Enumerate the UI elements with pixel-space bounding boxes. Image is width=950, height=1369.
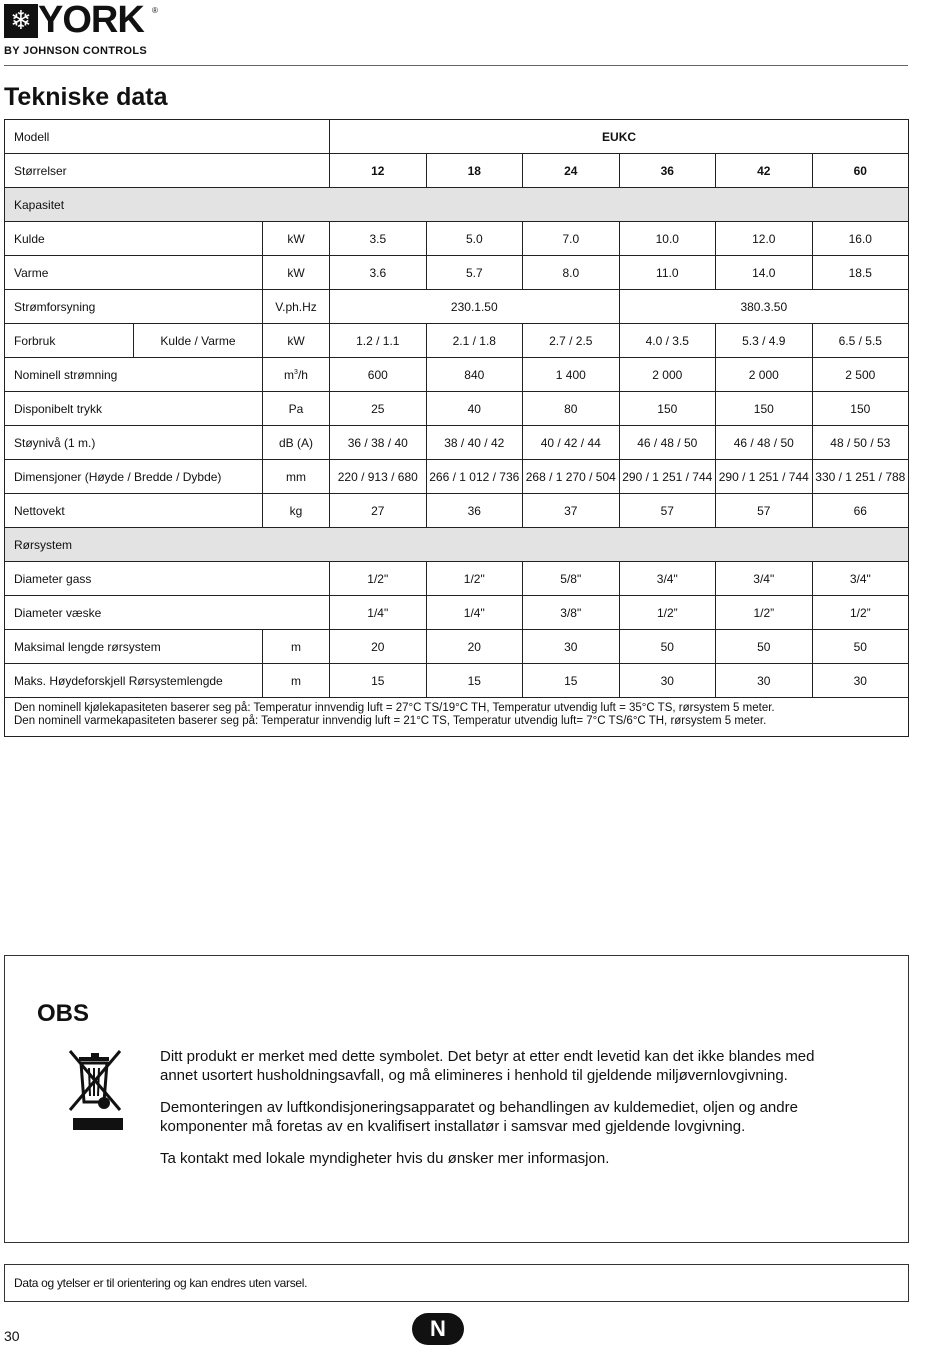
- footnote-row: [5, 698, 909, 737]
- value-cell: 30: [716, 664, 813, 698]
- value-cell: 4.0 / 3.5: [619, 324, 716, 358]
- table-row: [5, 256, 909, 290]
- value-cell: 50: [619, 630, 716, 664]
- value-cell: 30: [619, 664, 716, 698]
- technical-data-table: [4, 119, 909, 737]
- value-cell: 2 500: [812, 358, 909, 392]
- registered-mark: ®: [152, 6, 158, 15]
- value-cell: 600: [330, 358, 427, 392]
- unit-cell: kg: [263, 494, 330, 528]
- value-cell: 330 / 1 251 / 788: [812, 460, 909, 494]
- value-cell: 15: [426, 664, 523, 698]
- footnote-cooling: Den nominell kjølekapasiteten baserer seg på: Temperatur innvendig luft = 27°C TS/19°C TH, Temperatur utvendig luft = 35°C TS, rørsystem 5 meter.: [14, 702, 775, 714]
- value-cell: 2.7 / 2.5: [523, 324, 620, 358]
- value-cell: 5/8": [523, 562, 620, 596]
- unit-cell: mm: [263, 460, 330, 494]
- value-cell: 15: [330, 664, 427, 698]
- row-label: Kulde: [5, 222, 263, 256]
- value-cell: 1/2”: [619, 596, 716, 630]
- unit-cell: m: [263, 630, 330, 664]
- value-cell: 16.0: [812, 222, 909, 256]
- section-row: [5, 188, 909, 222]
- table-row: [5, 358, 909, 392]
- footnote-heating: Den nominell varmekapasiteten baserer seg på: Temperatur innvendig luft = 21°C TS, Temperatur utvendig luft= 7°C TS/6°C TH, rørsystem 5 meter.: [14, 715, 767, 727]
- table-row: [5, 222, 909, 256]
- obs-title: OBS: [37, 1000, 90, 1027]
- table-row: [5, 664, 909, 698]
- snowflake-icon: ❄: [4, 4, 38, 38]
- value-cell: 1 400: [523, 358, 620, 392]
- value-cell: 840: [426, 358, 523, 392]
- row-label: Modell: [5, 120, 330, 154]
- value-cell: 40: [426, 392, 523, 426]
- value-cell: 80: [523, 392, 620, 426]
- obs-text: [160, 1047, 840, 1181]
- unit-cell: [263, 358, 330, 392]
- row-label: Maks. Høydeforskjell Rørsystemlengde: [5, 664, 263, 698]
- value-cell: 20: [330, 630, 427, 664]
- size-cell: 24: [523, 154, 620, 188]
- value-cell: 7.0: [523, 222, 620, 256]
- unit-superscript: 3: [294, 368, 298, 376]
- table-row: [5, 460, 909, 494]
- obs-paragraph: Ditt produkt er merket med dette symbolet. Det betyr at etter endt levetid kan det ikke blandes med annet usortert husholdningsavfall, og må elimineres i henhold til gjeldende miljøvernlovgivning.: [160, 1048, 815, 1084]
- value-cell: 25: [330, 392, 427, 426]
- value-cell: 266 / 1 012 / 736: [426, 460, 523, 494]
- footnote-cell: [5, 698, 909, 737]
- table-row: [5, 120, 909, 154]
- size-cell: 60: [812, 154, 909, 188]
- unit-cell: Pa: [263, 392, 330, 426]
- table-row: [5, 562, 909, 596]
- value-cell: 3/4": [812, 562, 909, 596]
- obs-paragraph: Demonteringen av luftkondisjoneringsapparatet og behandlingen av kuldemediet, oljen og andre komponenter må foretas av en kvalifisert installatør i samsvar med gjeldende lovgivning.: [160, 1099, 798, 1135]
- value-cell: 36: [426, 494, 523, 528]
- page-title: Tekniske data: [4, 83, 168, 111]
- obs-paragraph: Ta kontakt med lokale myndigheter hvis du ønsker mer informasjon.: [160, 1150, 610, 1167]
- value-cell: 50: [716, 630, 813, 664]
- unit-cell: kW: [263, 324, 330, 358]
- value-cell: 37: [523, 494, 620, 528]
- section-heading: Rørsystem: [5, 528, 909, 562]
- table-row: [5, 290, 909, 324]
- table-row: [5, 392, 909, 426]
- table-row: [5, 154, 909, 188]
- disclaimer-box: [4, 1264, 909, 1302]
- row-label: Støynivå (1 m.): [5, 426, 263, 460]
- size-cell: 18: [426, 154, 523, 188]
- value-cell: 2.1 / 1.8: [426, 324, 523, 358]
- value-cell: 18.5: [812, 256, 909, 290]
- value-cell: 3.6: [330, 256, 427, 290]
- size-cell: 42: [716, 154, 813, 188]
- value-cell: 14.0: [716, 256, 813, 290]
- table-row: [5, 494, 909, 528]
- unit-tail: /h: [297, 367, 308, 382]
- unit-cell: kW: [263, 256, 330, 290]
- value-cell: 30: [812, 664, 909, 698]
- value-cell: 150: [716, 392, 813, 426]
- obs-notice: [4, 955, 909, 1243]
- value-cell: 1/2": [330, 562, 427, 596]
- value-cell: 57: [716, 494, 813, 528]
- value-cell: 5.7: [426, 256, 523, 290]
- value-cell: 150: [619, 392, 716, 426]
- value-cell: 12.0: [716, 222, 813, 256]
- size-cell: 12: [330, 154, 427, 188]
- value-cell: 1.2 / 1.1: [330, 324, 427, 358]
- value-cell: 57: [619, 494, 716, 528]
- row-label: Diameter væske: [5, 596, 330, 630]
- row-label: Maksimal lengde rørsystem: [5, 630, 263, 664]
- row-label: Varme: [5, 256, 263, 290]
- value-cell: 150: [812, 392, 909, 426]
- value-cell: 1/4": [330, 596, 427, 630]
- size-cell: 36: [619, 154, 716, 188]
- row-label: Nettovekt: [5, 494, 263, 528]
- value-cell: 10.0: [619, 222, 716, 256]
- row-label: Strømforsyning: [5, 290, 263, 324]
- value-cell: 3/4": [619, 562, 716, 596]
- row-label: Nominell strømning: [5, 358, 263, 392]
- unit-cell: m: [263, 664, 330, 698]
- language-badge: N: [412, 1313, 464, 1345]
- value-cell: 290 / 1 251 / 744: [716, 460, 813, 494]
- value-cell: 290 / 1 251 / 744: [619, 460, 716, 494]
- value-cell: 220 / 913 / 680: [330, 460, 427, 494]
- unit-cell: kW: [263, 222, 330, 256]
- value-cell: 48 / 50 / 53: [812, 426, 909, 460]
- row-sublabel: Kulde / Varme: [134, 324, 263, 358]
- value-cell: 38 / 40 / 42: [426, 426, 523, 460]
- section-heading: Kapasitet: [5, 188, 909, 222]
- value-cell: 268 / 1 270 / 504: [523, 460, 620, 494]
- value-cell: 2 000: [619, 358, 716, 392]
- value-cell: 380.3.50: [619, 290, 909, 324]
- row-label: Størrelser: [5, 154, 330, 188]
- value-cell: 3/8": [523, 596, 620, 630]
- row-label: Disponibelt trykk: [5, 392, 263, 426]
- unit-cell: dB (A): [263, 426, 330, 460]
- value-cell: 230.1.50: [330, 290, 620, 324]
- value-cell: 40 / 42 / 44: [523, 426, 620, 460]
- page-number: 30: [4, 1328, 20, 1344]
- value-cell: 2 000: [716, 358, 813, 392]
- row-label: Dimensjoner (Høyde / Bredde / Dybde): [5, 460, 263, 494]
- york-logo: [4, 0, 174, 58]
- table-row: [5, 426, 909, 460]
- logo-subtitle: BY JOHNSON CONTROLS: [4, 45, 148, 57]
- crossed-out-wheelie-bin-icon: [65, 1048, 125, 1134]
- row-label: Forbruk: [5, 324, 134, 358]
- value-cell: 5.3 / 4.9: [716, 324, 813, 358]
- value-cell: 46 / 48 / 50: [619, 426, 716, 460]
- value-cell: 1/2”: [716, 596, 813, 630]
- value-cell: 6.5 / 5.5: [812, 324, 909, 358]
- disclaimer-text: Data og ytelser er til orientering og kan endres uten varsel.: [14, 1276, 308, 1290]
- row-label: Diameter gass: [5, 562, 330, 596]
- unit-cell: V.ph.Hz: [263, 290, 330, 324]
- value-cell: 66: [812, 494, 909, 528]
- table-row: [5, 596, 909, 630]
- value-cell: 46 / 48 / 50: [716, 426, 813, 460]
- value-cell: 36 / 38 / 40: [330, 426, 427, 460]
- value-cell: 50: [812, 630, 909, 664]
- value-cell: 11.0: [619, 256, 716, 290]
- table-row: [5, 324, 909, 358]
- value-cell: 8.0: [523, 256, 620, 290]
- section-row: [5, 528, 909, 562]
- value-cell: 1/2”: [812, 596, 909, 630]
- model-name: EUKC: [330, 120, 909, 154]
- value-cell: 1/4": [426, 596, 523, 630]
- value-cell: 1/2": [426, 562, 523, 596]
- table-row: [5, 630, 909, 664]
- unit-base: m: [284, 367, 295, 382]
- value-cell: 3.5: [330, 222, 427, 256]
- header-divider: [4, 65, 908, 66]
- value-cell: 15: [523, 664, 620, 698]
- value-cell: 3/4": [716, 562, 813, 596]
- logo-wordmark: YORK: [38, 0, 144, 41]
- value-cell: 27: [330, 494, 427, 528]
- value-cell: 20: [426, 630, 523, 664]
- value-cell: 5.0: [426, 222, 523, 256]
- value-cell: 30: [523, 630, 620, 664]
